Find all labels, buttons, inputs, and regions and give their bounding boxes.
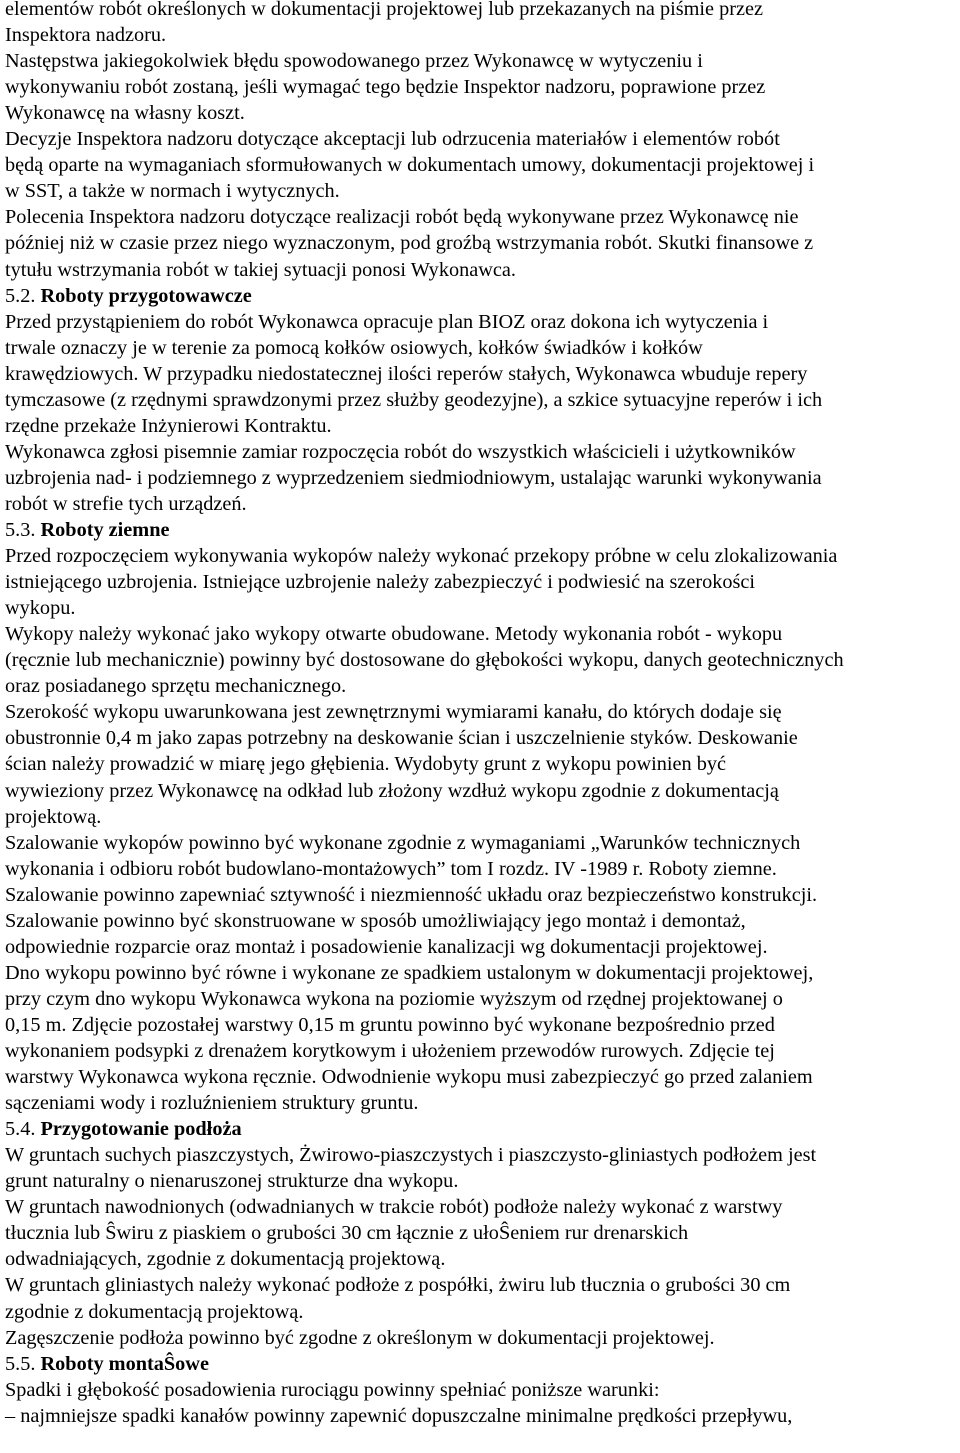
text-line (5, 804, 101, 831)
text-line (5, 647, 844, 674)
line-text: tytułu wstrzymania robót w takiej sytuacji ponosi Wykonawca. (5, 258, 516, 281)
line-text: Wykopy należy wykonać jako wykopy otwarte obudowane. Metody wykonania robót - wykopu (5, 623, 783, 646)
text-line (5, 1220, 688, 1247)
section-heading (5, 1351, 209, 1378)
line-text: przy czym dno wykopu Wykonawca wykona na poziomie wyższym od rzędnej projektowanej o (5, 987, 783, 1010)
line-text: W gruntach suchych piaszczystych, Żwirowo-piaszczystych i piaszczysto-gliniastych podłożem jest (5, 1144, 817, 1167)
line-text: później niż w czasie przez niego wyznaczonym, pod groźbą wstrzymania robót. Skutki finansowe z (5, 232, 814, 255)
line-text: wykonania i odbioru robót budowlano-montażowych” tom I rozdz. IV -1989 r. Roboty ziemne. (5, 857, 777, 880)
line-text: odwadniających, zgodnie z dokumentacją projektową. (5, 1248, 446, 1271)
line-text: wykonaniem podsypki z drenażem korytkowym i ułożeniem przewodów rurowych. Zdjęcie tej (5, 1040, 775, 1062)
text-line (5, 257, 516, 284)
line-text: ścian należy prowadzić w miarę jego głębienia. Wydobyty grunt z wykopu powinien być (5, 753, 726, 776)
line-text: robót w strefie tych urządzeń. (5, 492, 247, 515)
text-line (5, 1325, 715, 1352)
text-line (5, 699, 782, 726)
line-text: Szalowanie wykopów powinno być wykonane zgodnie z wymaganiami „Warunków technicznych (5, 831, 801, 854)
line-text: projektową. (5, 805, 102, 828)
line-text: Polecenia Inspektora nadzoru dotyczące realizacji robót będą wykonywane przez Wykonawcę nie (5, 206, 799, 229)
line-text: Dno wykopu powinno być równe i wykonane ze spadkiem ustalonym w dokumentacji projektowej, (5, 961, 814, 984)
line-text: w SST, a także w normach i wytycznych. (5, 180, 340, 203)
text-line (5, 778, 779, 805)
bullet-item (5, 1403, 792, 1430)
text-line (5, 100, 245, 127)
text-line (5, 230, 813, 257)
section-number: 5.2. (5, 284, 36, 307)
line-text: obustronnie 0,4 m jako zapas potrzebny na deskowanie ścian i uszczelnienie styków. Deskowanie (5, 727, 798, 750)
text-line (5, 74, 765, 101)
text-line (5, 725, 798, 752)
line-text: elementów robót określonych w dokumentacji projektowej lub przekazanych na piśmie przez (5, 0, 764, 20)
line-text: Następstwa jakiegokolwiek błędu spowodowanego przez Wykonawcę w wytyczeniu i (5, 50, 703, 73)
line-text: sączeniami wody i rozluźnieniem struktury gruntu. (5, 1092, 419, 1115)
text-line (5, 673, 346, 700)
line-text: będą oparte na wymaganiach sformułowanych w dokumentach umowy, dokumentacji projektowej i (5, 154, 815, 177)
text-line (5, 1246, 445, 1273)
section-number: 5.3. (5, 519, 36, 541)
line-text: Decyzje Inspektora nadzoru dotyczące akceptacji lub odrzucenia materiałów i elementów robót (5, 128, 780, 151)
text-line (5, 0, 763, 23)
line-text: tłucznia lub Ŝwiru z piaskiem o grubości 30 cm łącznie z ułoŜeniem rur drenarskich (5, 1222, 689, 1245)
text-line (5, 335, 703, 362)
text-line (5, 882, 817, 909)
section-number: 5.5. (5, 1352, 36, 1375)
line-text: wykonywaniu robót zostaną, jeśli wymagać tego będzie Inspektor nadzoru, poprawione przez (5, 76, 766, 99)
line-text: W gruntach nawodnionych (odwadnianych w trakcie robót) podłoże należy wykonać z warstwy (5, 1196, 783, 1219)
text-line (5, 309, 768, 336)
text-line (5, 387, 822, 414)
text-line (5, 1272, 790, 1299)
text-line (5, 1142, 816, 1169)
text-line (5, 152, 814, 179)
text-line (5, 1377, 659, 1404)
text-line (5, 413, 332, 440)
line-text: warstwy Wykonawca wykona ręcznie. Odwodnienie wykopu musi zabezpieczyć go przed zalaniem (5, 1066, 813, 1089)
line-text: wykopu. (5, 597, 76, 620)
text-line (5, 830, 800, 857)
line-text: zgodnie z dokumentacją projektową. (5, 1300, 304, 1323)
section-title: Roboty montaŜowe (40, 1352, 209, 1375)
line-text: krawędziowych. W przypadku niedostatecznej ilości reperów stałych, Wykonawca wbuduje repery (5, 362, 808, 385)
line-text: Przed przystąpieniem do robót Wykonawca opracuje plan BIOZ oraz dokona ich wytyczenia i (5, 310, 769, 333)
text-line (5, 204, 799, 231)
line-text: wywieziony przez Wykonawcę na odkład lub złożony wzdłuż wykopu zgodnie z dokumentacją (5, 779, 779, 802)
text-line (5, 856, 777, 883)
line-text: najmniejsze spadki kanałów powinny zapewnić dopuszczalne minimalne prędkości przepływu, (20, 1404, 793, 1427)
text-line (5, 934, 768, 961)
text-line (5, 1038, 775, 1065)
line-text: Przed rozpoczęciem wykonywania wykopów należy wykonać przekopy próbne w celu zlokalizowania (5, 545, 838, 568)
line-text: uzbrojenia nad- i podziemnego z wyprzedzeniem siedmiodniowym, ustalając warunki wykonywania (5, 466, 822, 489)
section-title: Przygotowanie podłoża (40, 1118, 242, 1141)
section-heading (5, 283, 252, 310)
section-title: Roboty przygotowawcze (40, 284, 252, 307)
text-line (5, 1090, 418, 1117)
text-line (5, 621, 782, 648)
section-title: Roboty ziemne (40, 519, 170, 541)
section-heading (5, 1116, 242, 1143)
line-text: Szerokość wykopu uwarunkowana jest zewnętrznymi wymiarami kanału, do których dodaje się (5, 701, 782, 724)
text-line (5, 48, 703, 75)
text-line (5, 960, 813, 987)
section-number: 5.4. (5, 1118, 36, 1141)
text-line (5, 439, 796, 466)
section-heading (5, 517, 170, 544)
line-text: trwale oznaczy je w terenie za pomocą kołków osiowych, kołków świadków i kołków (5, 336, 703, 359)
text-line (5, 1064, 813, 1091)
text-line (5, 1012, 775, 1039)
text-line (5, 126, 780, 153)
line-text: grunt naturalny o nienaruszonej strukturze dna wykopu. (5, 1170, 459, 1193)
line-text: Spadki i głębokość posadowienia rurociągu powinny spełniać poniższe warunki: (5, 1378, 660, 1401)
line-text: tymczasowe (z rzędnymi sprawdzonymi przez służby geodezyjne), a szkice sytuacyjne reperów i ich (5, 388, 823, 411)
text-line (5, 1299, 303, 1326)
text-line (5, 543, 837, 570)
line-text: 0,15 m. Zdjęcie pozostałej warstwy 0,15 m gruntu powinno być wykonane bezpośrednio przed (5, 1013, 775, 1036)
text-line (5, 1168, 458, 1195)
text-line (5, 569, 755, 596)
text-line (5, 178, 340, 205)
text-line (5, 751, 726, 778)
text-line (5, 361, 807, 388)
line-text: Inspektora nadzoru. (5, 24, 167, 47)
line-text: Wykonawcę na własny koszt. (5, 102, 245, 125)
text-line (5, 465, 822, 492)
line-text: istniejącego uzbrojenia. Istniejące uzbrojenie należy zabezpieczyć i podwiesić na szerokości (5, 571, 756, 594)
text-line (5, 1194, 782, 1221)
line-text: Zagęszczenie podłoża powinno być zgodne z określonym w dokumentacji projektowej. (5, 1326, 715, 1349)
text-line (5, 986, 783, 1013)
text-line (5, 908, 746, 935)
line-text: odpowiednie rozparcie oraz montaż i posadowienie kanalizacji wg dokumentacji projektowej. (5, 935, 768, 958)
line-text: Szalowanie powinno być skonstruowane w sposób umożliwiający jego montaż i demontaż, (5, 909, 746, 932)
bullet-marker: – (5, 1404, 16, 1427)
text-line (5, 595, 75, 622)
line-text: oraz posiadanego sprzętu mechanicznego. (5, 675, 347, 698)
line-text: W gruntach gliniastych należy wykonać podłoże z pospółki, żwiru lub tłucznia o grubości 30 cm (5, 1274, 791, 1297)
line-text: Szalowanie powinno zapewniać sztywność i niezmienność układu oraz bezpieczeństwo konstrukcji. (5, 883, 818, 906)
text-line (5, 22, 166, 49)
line-text: Wykonawca zgłosi pisemnie zamiar rozpoczęcia robót do wszystkich właścicieli i użytkowników (5, 440, 796, 463)
text-line (5, 491, 247, 518)
line-text: rzędne przekaże Inżynierowi Kontraktu. (5, 414, 332, 437)
line-text: (ręcznie lub mechanicznie) powinny być dostosowane do głębokości wykopu, danych geotechnicznych (5, 649, 844, 672)
